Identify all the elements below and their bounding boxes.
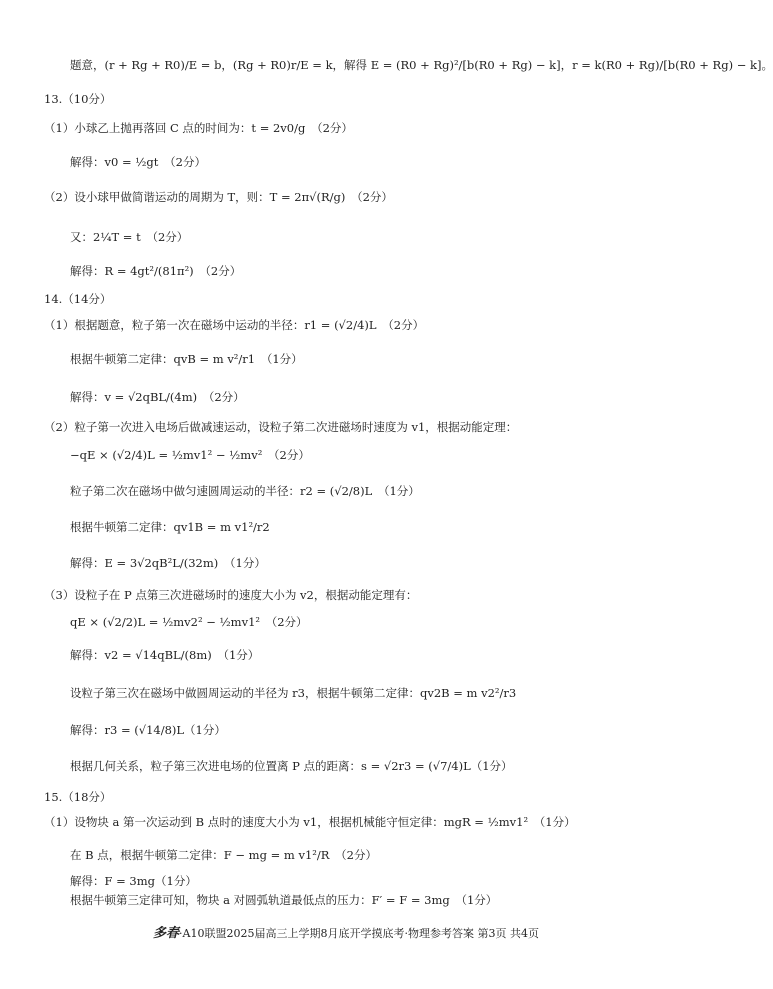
answer-line: 根据牛顿第二定律：qvB = m v²/r1 （1分） <box>70 352 303 366</box>
answer-line: 题意，(r + Rg + R0)/E = b，(Rg + R0)r/E = k，解得 E = (R0 + Rg)²/[b(R0 + Rg) − k]，r = k(R0 + Rg)/[b(R0 + Rg) − k]。 <box>70 58 773 72</box>
answer-line: 解得：v = √2qBL/(4m) （2分） <box>70 390 245 404</box>
answer-line: 又：2¼T = t （2分） <box>70 230 189 244</box>
answer-line: （1）小球乙上抛再落回 C 点的时间为：t = 2v0/g （2分） <box>44 121 353 135</box>
answer-line: 根据牛顿第三定律可知，物块 a 对圆弧轨道最低点的压力：F′ = F = 3mg （1分） <box>70 893 498 907</box>
answer-line: 14.（14分） <box>44 292 112 306</box>
answer-line: 设粒子第三次在磁场中做圆周运动的半径为 r3，根据牛顿第二定律：qv2B = m v2²/r3 <box>70 686 517 700</box>
answer-line: 在 B 点，根据牛顿第二定律：F − mg = m v1²/R （2分） <box>70 848 377 862</box>
answer-line: （2）粒子第一次进入电场后做减速运动，设粒子第二次进磁场时速度为 v1，根据动能定理： <box>44 420 518 434</box>
answer-line: 13.（10分） <box>44 92 112 106</box>
answer-line: （3）设粒子在 P 点第三次进磁场时的速度大小为 v2，根据动能定理有： <box>44 588 418 602</box>
answer-line: 解得：F = 3mg（1分） <box>70 874 197 888</box>
answer-line: 解得：v2 = √14qBL/(8m) （1分） <box>70 648 260 662</box>
page-footer <box>0 922 692 941</box>
brand-logo: 多春 <box>153 926 180 941</box>
answer-line: （1）根据题意，粒子第一次在磁场中运动的半径：r1 = (√2/4)L （2分） <box>44 318 425 332</box>
answer-line: qE × (√2/2)L = ½mv2² − ½mv1² （2分） <box>70 615 308 629</box>
answer-line: （1）设物块 a 第一次运动到 B 点时的速度大小为 v1，根据机械能守恒定律：mgR = ½mv1² （1分） <box>44 815 576 829</box>
answer-line: 粒子第二次在磁场中做匀速圆周运动的半径：r2 = (√2/8)L （1分） <box>70 484 420 498</box>
answer-line: 15.（18分） <box>44 790 112 804</box>
answer-line: （2）设小球甲做简谐运动的周期为 T，则：T = 2π√(R/g) （2分） <box>44 190 393 204</box>
answer-line: 解得：E = 3√2qB²L/(32m) （1分） <box>70 556 266 570</box>
answer-line: 解得：v0 = ½gt （2分） <box>70 155 206 169</box>
footer-text: ·A10联盟2025届高三上学期8月底开学摸底考·物理参考答案 第3页 共4页 <box>179 927 539 940</box>
answer-line: 根据几何关系，粒子第三次进电场的位置离 P 点的距离：s = √2r3 = (√7/4)L（1分） <box>70 759 513 773</box>
answer-line: 解得：R = 4gt²/(81π²) （2分） <box>70 264 242 278</box>
answer-line: 根据牛顿第二定律：qv1B = m v1²/r2 <box>70 520 270 534</box>
answer-line: 解得：r3 = (√14/8)L（1分） <box>70 723 226 737</box>
answer-line: −qE × (√2/4)L = ½mv1² − ½mv² （2分） <box>70 448 310 462</box>
